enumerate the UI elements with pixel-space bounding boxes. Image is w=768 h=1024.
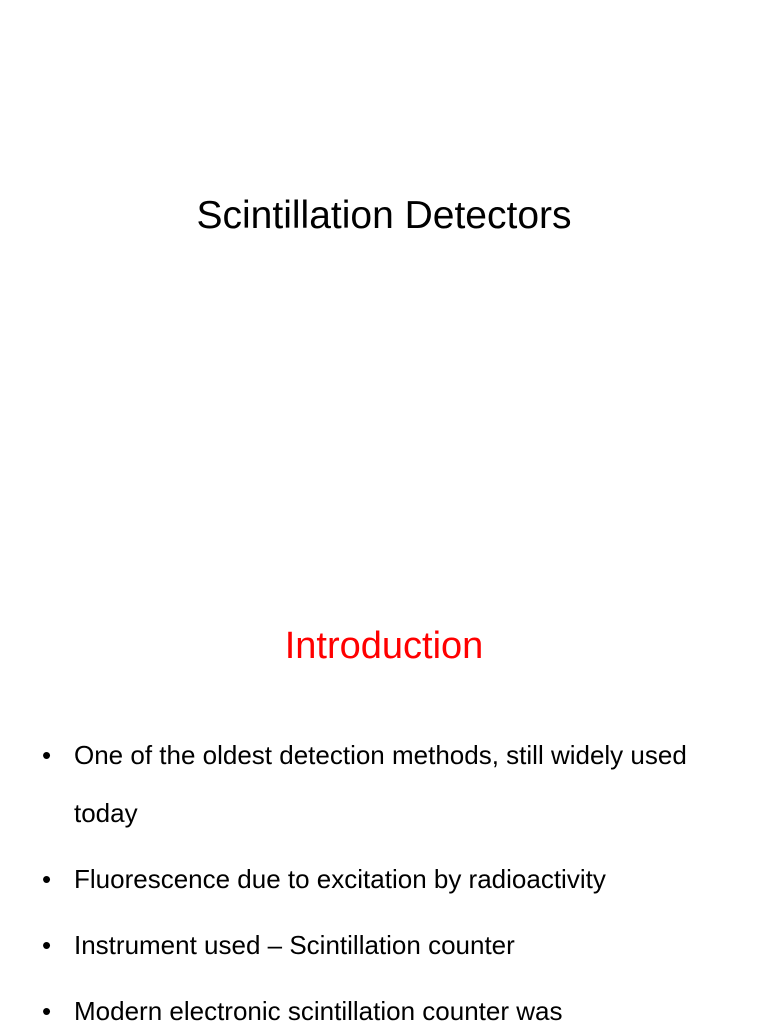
bullet-text: Modern electronic scintillation counter was — [74, 996, 563, 1024]
list-item — [0, 850, 768, 908]
list-item — [0, 982, 768, 1024]
bullet-text: One of the oldest detection methods, still widely used today — [74, 740, 687, 828]
bullet-list — [0, 726, 768, 1024]
bullet-icon: • — [42, 864, 52, 894]
slide-title: Scintillation Detectors — [196, 194, 572, 237]
bullet-icon: • — [42, 996, 52, 1024]
section-heading: Introduction — [284, 625, 484, 667]
bullet-icon: • — [42, 740, 52, 770]
list-item — [0, 916, 768, 974]
bullet-icon: • — [42, 930, 52, 960]
bullet-text: Fluorescence due to excitation by radioactivity — [74, 864, 606, 894]
list-item — [0, 726, 768, 842]
bullet-text: Instrument used – Scintillation counter — [74, 930, 515, 960]
